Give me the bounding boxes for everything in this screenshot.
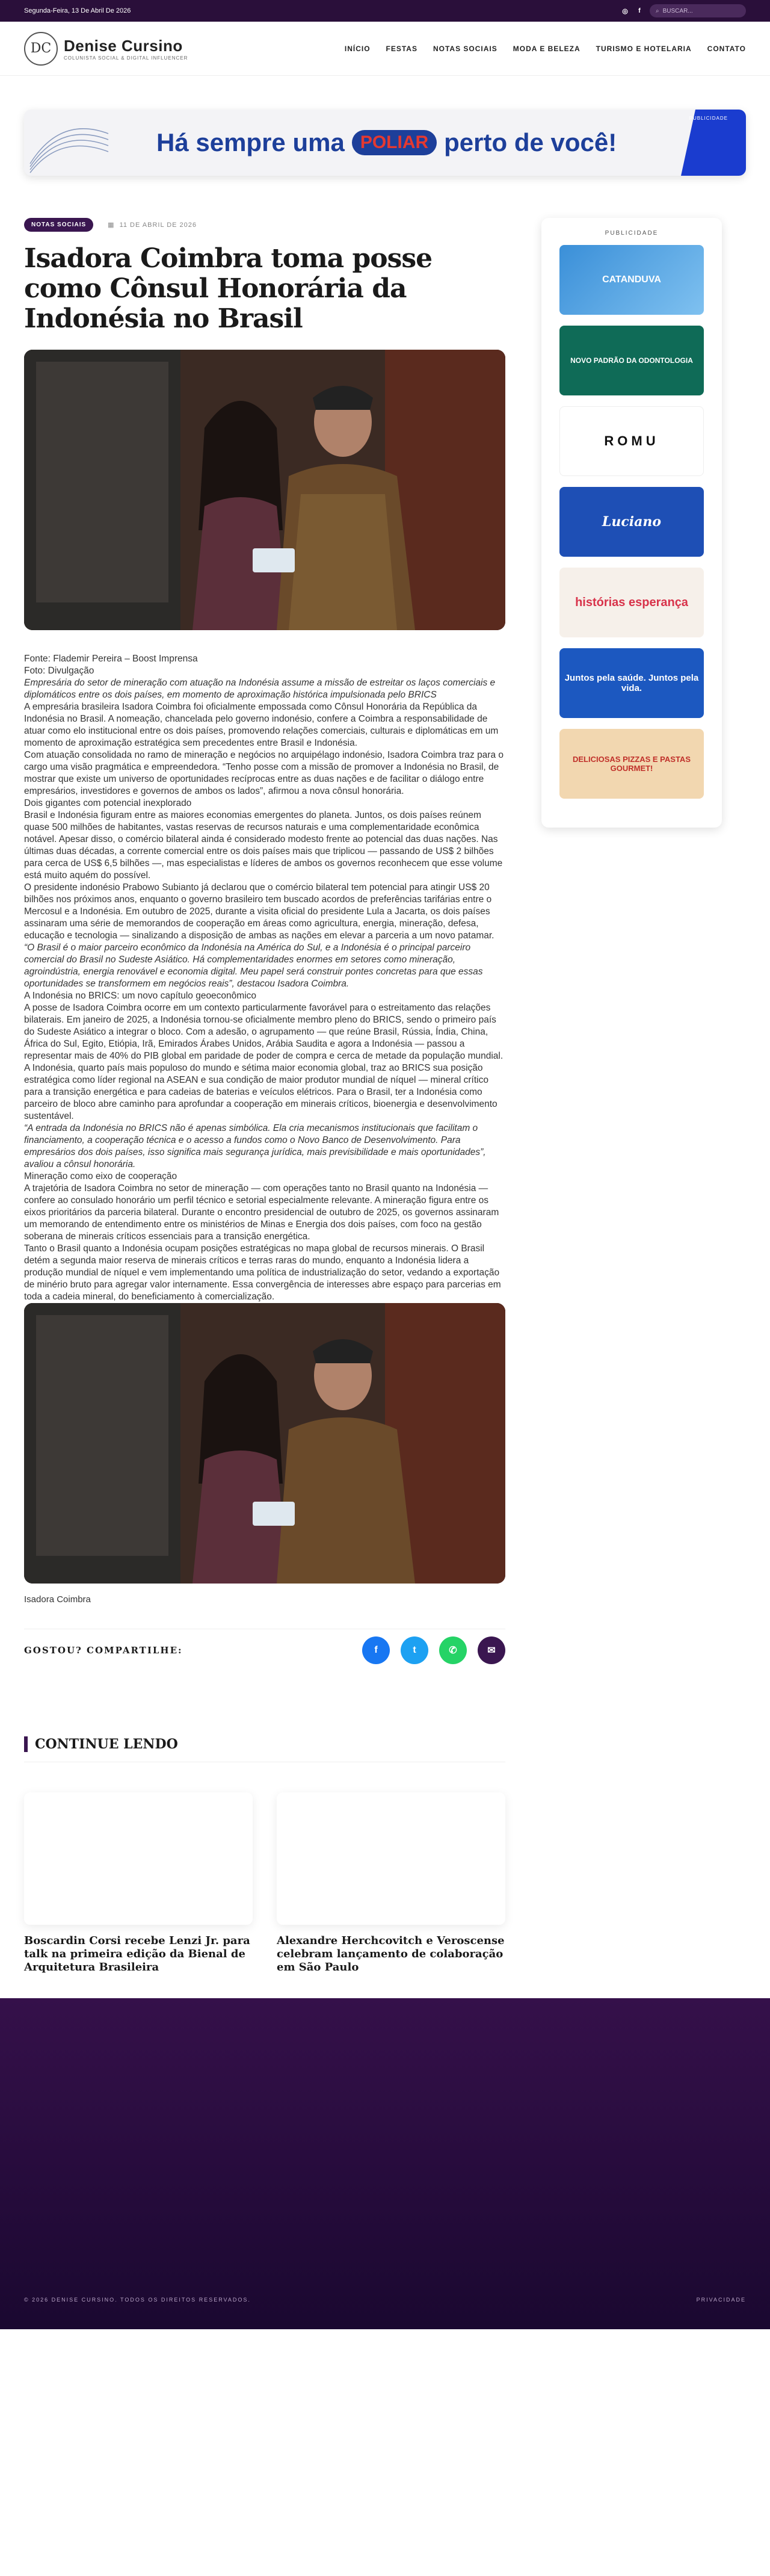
related-card-title[interactable]: Alexandre Herchcovitch e Veroscense celebram lançamento de colaboração em São Paulo [277, 1934, 505, 1974]
nav-notas-sociais[interactable]: NOTAS SOCIAIS [433, 44, 497, 53]
article-body [24, 653, 505, 1303]
share-whatsapp-button[interactable] [439, 1636, 467, 1664]
article-photo [24, 350, 505, 630]
continue-reading [24, 1736, 505, 1974]
paragraph: Empresária do setor de mineração com atuação na Indonésia assume a missão de estreitar os laços comerciais e diplomáticos entre os dois países, em momento de aproximação histórica impulsionada pelo BRICS [24, 678, 496, 700]
related-card-image[interactable] [277, 1792, 505, 1925]
related-card-title[interactable]: Boscardin Corsi recebe Lenzi Jr. para talk na primeira edição da Bienal de Arquitetura Brasileira [24, 1934, 250, 1974]
twitter-icon: t [413, 1645, 416, 1655]
calendar-icon: ▦ [108, 221, 115, 229]
whatsapp-icon: ✆ [449, 1646, 457, 1656]
ad-pizzas[interactable]: DELICIOSAS PIZZAS E PASTAS GOURMET! [559, 729, 704, 799]
paragraph: A empresária brasileira Isadora Coimbra foi oficialmente empossada como Cônsul Honorária da República da Indonésia no Brasil. A nomeação, chancelada pelo governo indonésio, confere a Coimbra a responsabilidade de atuar como elo institucional entre os dois países, promovendo relações comerciais, culturais e diplomáticas em um momento de aproximação estratégica sem precedentes entre Brasil e Indonésia. [24, 702, 499, 748]
banner-text-before: Há sempre uma [156, 128, 345, 156]
current-date: Segunda-Feira, 13 De Abril De 2026 [24, 7, 131, 14]
instagram-icon[interactable]: ◎ [622, 7, 628, 15]
paragraph: O presidente indonésio Prabowo Subianto já declarou que o comércio bilateral tem potencial para atingir US$ 20 bilhões nos próximos anos, enquanto o governo brasileiro tem buscado acordos de preferências tarifárias entre o Mercosul e a Indonésia. Em outubro de 2025, durante a visita oficial do presidente Lula a Jacarta, os dois países assinaram uma série de memorandos de cooperação em áreas como agricultura, energia, mineração, defesa, educação e tecnologia — sinalizando a disposição de ambas as nações em elevar a parceria a um novo patamar. [24, 882, 494, 941]
paragraph: Foto: Divulgação [24, 666, 94, 676]
ad-juntos-saude[interactable]: Juntos pela saúde. Juntos pela vida. [559, 648, 704, 718]
facebook-icon: f [374, 1645, 378, 1655]
footer-copyright: © 2026 DENISE CURSINO. TODOS OS DIREITOS RESERVADOS. [24, 2297, 251, 2303]
top-ad-banner[interactable] [24, 110, 746, 176]
nav-inicio[interactable]: INÍCIO [344, 44, 371, 53]
email-icon: ✉ [487, 1646, 496, 1656]
article-photo-2 [24, 1303, 505, 1584]
paragraph: A posse de Isadora Coimbra ocorre em um contexto particularmente favorável para o estreitamento das relações bilaterais. Em janeiro de 2025, a Indonésia tornou-se oficialmente membro pleno do BRICS, sendo o primeiro país do Sudeste Asiático a integrar o bloco. Com a adesão, o agrupamento — que reúne Brasil, Rússia, Índia, China, África do Sul, Egito, Etiópia, Irã, Emirados Árabes Unidos, Arábia Saudita e agora a Indonésia — passou a representar mais de 40% do PIB global em paridade de poder de compra e cerca de metade da população mundial. [24, 1003, 504, 1061]
article-title: Isadora Coimbra toma posse como Cônsul Honorária da Indonésia no Brasil [24, 243, 433, 334]
paragraph: Dois gigantes com potencial inexplorado [24, 798, 192, 808]
continue-title: CONTINUE LENDO [24, 1736, 505, 1752]
nav-turismo-hotelaria[interactable]: TURISMO E HOTELARIA [596, 44, 692, 53]
paragraph: A Indonésia no BRICS: um novo capítulo geoeconômico [24, 991, 257, 1001]
site-logo[interactable] [24, 32, 188, 66]
ad-catanduva[interactable]: CATANDUVA [559, 245, 704, 315]
related-card[interactable] [277, 1792, 505, 1974]
sidebar-title: PUBLICIDADE [605, 230, 659, 237]
paragraph: “A entrada da Indonésia no BRICS não é apenas simbólica. Ela cria mecanismos institucionais que facilitam o financiamento, a cooperação técnica e o acesso a fundos como o Novo Banco de Desenvolvimento. Para empresários dos dois países, isso significa mais segurança jurídica, mais previsibilidade e mais oportunidades”, avaliou a cônsul honorária. [24, 1123, 486, 1169]
paragraph: Mineração como eixo de cooperação [24, 1171, 177, 1181]
site-header [0, 22, 770, 76]
share-facebook-button[interactable] [362, 1636, 390, 1664]
top-bar [0, 0, 770, 22]
poliar-logo: POLIAR [352, 130, 437, 155]
footer-privacy-link[interactable]: PRIVACIDADE [696, 2297, 746, 2303]
paragraph: A trajetória de Isadora Coimbra no setor de mineração — com operações tanto no Brasil quanto na Indonésia — confere ao consulado honorário um perfil técnico e setorial especialmente relevante. A mineração figura entre os eixos prioritários da parceria bilateral. Durante o encontro presidencial de outubro de 2025, os governos assinaram um memorando de entendimento entre os ministérios de Minas e Energia dos dois países, com foco na gestão soberana de minerais críticos essenciais para a transição energética. [24, 1183, 499, 1242]
ad-odontologia[interactable]: NOVO PADRÃO DA ODONTOLOGIA [559, 326, 704, 395]
share-twitter-button[interactable] [401, 1636, 428, 1664]
swirl-decoration-icon [24, 110, 114, 176]
ad-historias[interactable]: histórias esperança [559, 568, 704, 637]
paragraph: Tanto o Brasil quanto a Indonésia ocupam posições estratégicas no mapa global de recursos minerais. O Brasil detém a segunda maior reserva de minerais críticos e terras raras do mundo, enquanto a Indonésia lidera a produção mundial de níquel e vem implementando uma política de industrialização do setor, vedando a exportação de minério bruto para agregar valor internamente. Essa convergência de interesses abre espaço para parcerias em toda a cadeia mineral, do beneficiamento à comercialização. [24, 1243, 501, 1302]
article-date: 11 DE ABRIL DE 2026 [119, 221, 197, 229]
search-icon: ⌕ [656, 7, 659, 14]
sidebar-ads [541, 218, 722, 828]
photo-caption: Isadora Coimbra [24, 1594, 91, 1605]
nav-moda-beleza[interactable]: MODA E BELEZA [513, 44, 581, 53]
logo-subtitle: COLUNISTA SOCIAL & DIGITAL INFLUENCER [64, 55, 188, 61]
banner-text-after: perto de você! [444, 128, 617, 156]
search-input[interactable]: ⌕ BUSCAR... [650, 4, 746, 17]
sidebar [541, 218, 722, 1974]
nav-festas[interactable]: FESTAS [386, 44, 417, 53]
paragraph: A Indonésia, quarto país mais populoso do mundo e sétima maior economia global, traz ao BRICS sua posição estratégica como líder regional na ASEAN e sua condição de maior produtor mundial de níquel — mineral crítico para a transição energética e para cadeias de baterias e veículos elétricos. Para o Brasil, ter a Indonésia como parceiro de bloco abre caminho para aprofundar a cooperação em minerais críticos, bioenergia e desenvolvimento sustentável. [24, 1063, 497, 1121]
main-nav [345, 45, 746, 53]
banner-tag: PUBLICIDADE [689, 116, 728, 121]
share-bar [24, 1629, 505, 1664]
paragraph: “O Brasil é o maior parceiro econômico da Indonésia na América do Sul, e a Indonésia é o principal parceiro comercial do Brasil no Sudeste Asiático. Há complementaridades enormes em setores como mineração, agroindústria, energia renovável e economia digital. Meu papel será construir pontes concretas para que essas oportunidades se transformem em negócios reais”, destacou Isadora Coimbra. [24, 943, 483, 989]
facebook-icon[interactable]: f [638, 7, 641, 14]
nav-contato[interactable]: CONTATO [707, 44, 746, 53]
paragraph: Brasil e Indonésia figuram entre as maiores economias emergentes do planeta. Juntos, os dois países reúnem quase 500 milhões de habitantes, vastas reservas de recursos naturais e uma complementaridade econômica notável. Apesar disso, o comércio bilateral ainda é considerado modesto frente ao potencial das duas nações. Nas últimas duas décadas, a corrente comercial entre os dois países mais que triplicou — passando de US$ 2 bilhões para cerca de US$ 6,5 bilhões —, mas especialistas e líderes de ambos os governos reconhecem que esse volume está muito aquém do possível. [24, 810, 503, 881]
ad-luciano[interactable]: Luciano [559, 487, 704, 557]
related-card[interactable] [24, 1792, 253, 1974]
related-card-image[interactable] [24, 1792, 253, 1925]
site-footer [0, 1998, 770, 2329]
article [24, 218, 505, 1974]
share-email-button[interactable] [478, 1636, 505, 1664]
logo-title: Denise Cursino [64, 36, 183, 55]
ad-romu[interactable]: ROMU [559, 406, 704, 476]
paragraph: Com atuação consolidada no ramo de mineração e negócios no arquipélago indonésio, Isadora Coimbra traz para o cargo uma visão pragmática e empreendedora. “Tenho posse com a missão de promover a Indonésia no Brasil, de mostrar que existe um universo de oportunidades recíprocas entre as duas nações e de facilitar o diálogo entre empresários, investidores e governos de ambos os lados”, afirmou a nova cônsul honorária. [24, 750, 504, 796]
paragraph: Fonte: Flademir Pereira – Boost Imprensa [24, 654, 198, 664]
share-label: GOSTOU? COMPARTILHE: [24, 1645, 183, 1656]
logo-mark-icon: DC [24, 32, 58, 66]
category-badge[interactable]: NOTAS SOCIAIS [24, 218, 93, 232]
